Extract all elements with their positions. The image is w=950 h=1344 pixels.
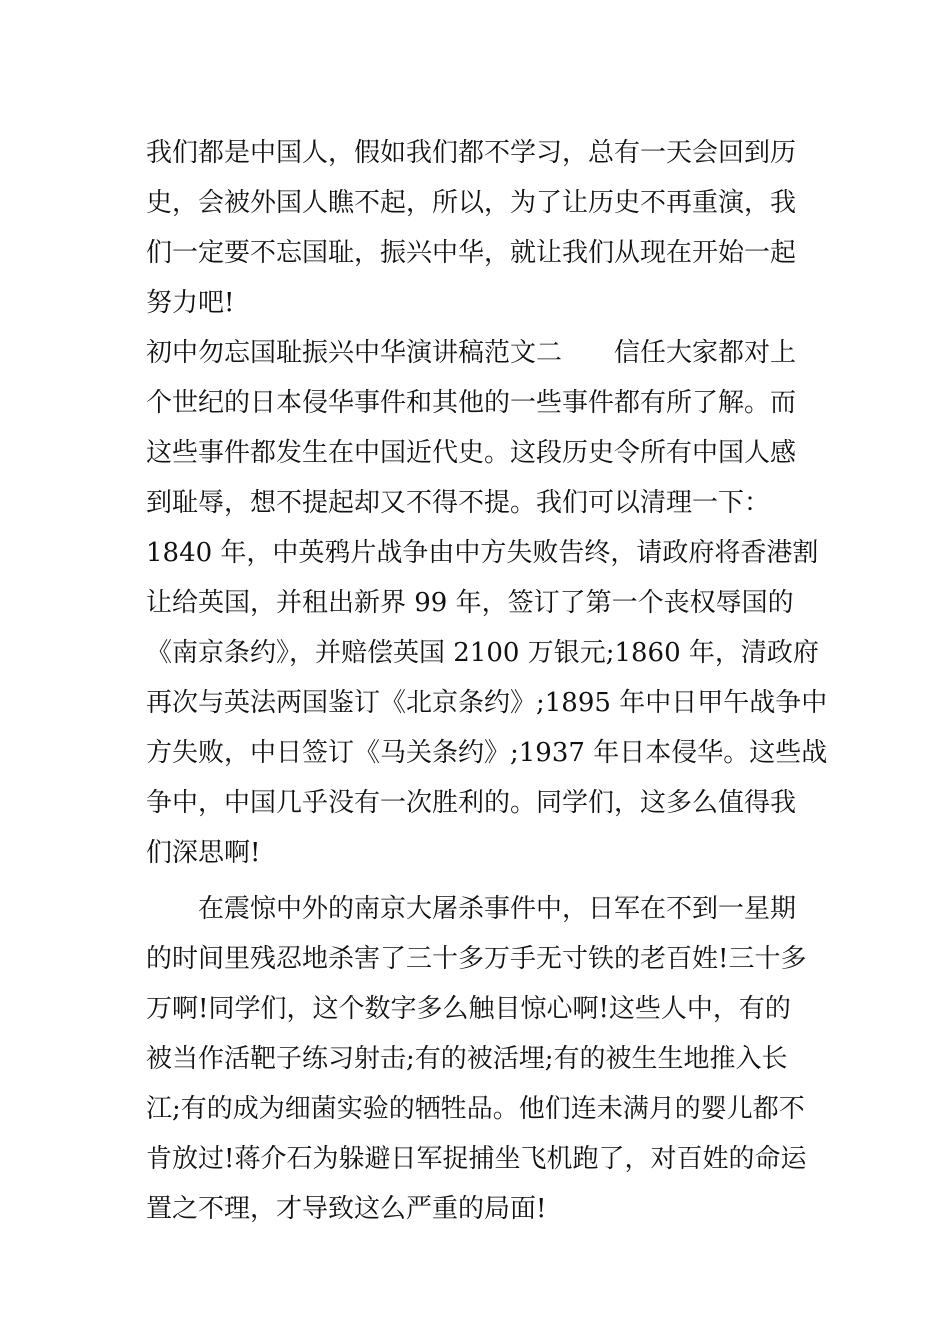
document-body [146,128,828,1234]
text-line: 我们都是中国人，假如我们都不学习，总有一天会回到历 [146,138,797,168]
text-line: 方失败，中日签订《马关条约》;1937 年日本侵华。这些战 [146,738,828,768]
text-line: 《南京条约》，并赔偿英国 2100 万银元;1860 年，清政府 [146,638,819,668]
text-line: 江;有的成为细菌实验的牺牲品。他们连未满月的婴儿都不 [146,1094,805,1124]
text-line: 置之不理，才导致这么严重的局面! [146,1194,547,1224]
paragraph-3 [146,884,808,1234]
text-line: 个世纪的日本侵华事件和其他的一些事件都有所了解。而 [146,388,797,418]
text-line: 万啊!同学们，这个数字多么触目惊心啊!这些人中，有的 [146,994,791,1024]
text-line: 这些事件都发生在中国近代史。这段历史令所有中国人感 [146,438,797,468]
text-line: 到耻辱，想不提起却又不得不提。我们可以清理一下： [146,488,771,518]
text-line: 让给英国，并租出新界 99 年，签订了第一个丧权辱国的 [146,588,794,618]
text-line: 初中勿忘国耻振兴中华演讲稿范文二 信任大家都对上 [146,338,797,368]
text-line: 被当作活靶子练习射击;有的被活埋;有的被生生地推入长 [146,1044,788,1074]
text-line: 肯放过!蒋介石为躲避日军捉捕坐飞机跑了，对百姓的命运 [146,1144,807,1174]
text-line: 1840 年，中英鸦片战争由中方失败告终，请政府将香港割 [146,538,819,568]
text-line: 史，会被外国人瞧不起，所以，为了让历史不再重演，我 [146,188,797,218]
text-line: 们一定要不忘国耻，振兴中华，就让我们从现在开始一起 [146,238,797,268]
paragraph-1 [146,128,808,328]
text-line: 在震惊中外的南京大屠杀事件中，日军在不到一星期 [146,894,797,924]
paragraph-2 [146,328,828,878]
text-line: 努力吧! [146,288,235,318]
text-line: 们深思啊! [146,838,261,868]
text-line: 的时间里残忍地杀害了三十多万手无寸铁的老百姓!三十多 [146,944,807,974]
text-line: 再次与英法两国鉴订《北京条约》;1895 年中日甲午战争中 [146,688,828,718]
text-line: 争中，中国几乎没有一次胜利的。同学们，这多么值得我 [146,788,797,818]
